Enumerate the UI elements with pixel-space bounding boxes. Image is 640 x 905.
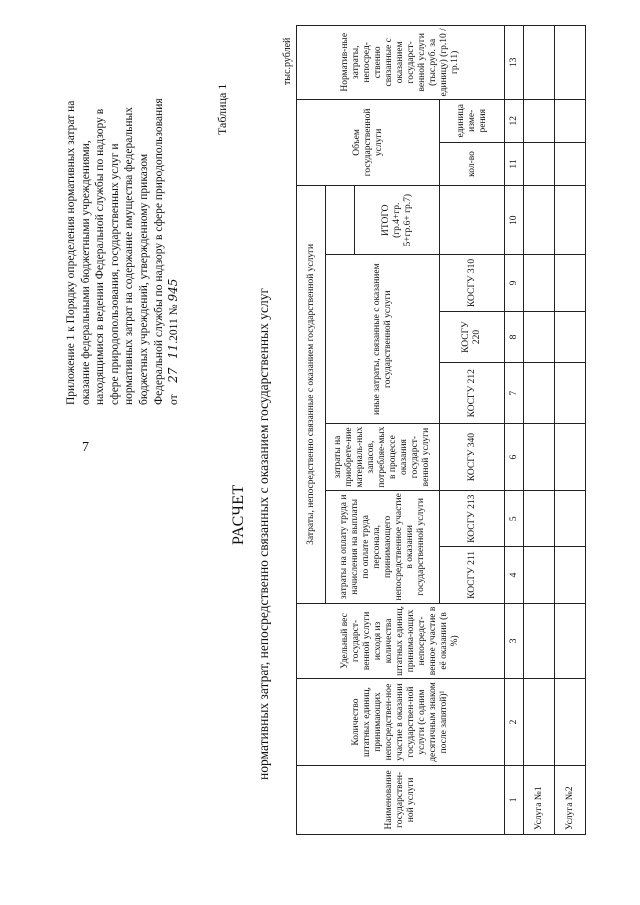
table-label: Таблица 1 xyxy=(215,83,229,135)
column-number: 12 xyxy=(505,99,524,142)
header-kosgu-213: КОСГУ 213 xyxy=(440,491,505,547)
header-row xyxy=(297,26,326,835)
header-costs-group: Затраты, непосредственно связанные с оказанием государственной услуги xyxy=(297,186,326,603)
table-cell xyxy=(524,603,555,679)
approval-block xyxy=(64,35,182,405)
service-name-cell: Услуга №2 xyxy=(555,765,586,834)
document-title: РАСЧЕТ xyxy=(230,484,247,545)
header-kosgu-211: КОСГУ 211 xyxy=(440,547,505,603)
header-service-name: Наименование государствен-ной услуги xyxy=(297,765,505,834)
approval-line: оказание федеральными бюджетными учреждениями, xyxy=(79,140,92,405)
table-cell xyxy=(555,603,586,679)
header-total: ИТОГО (гр.4+гр. 5+гр.6+ гр.7) xyxy=(355,186,440,255)
table-cell xyxy=(555,424,586,491)
header-volume-unit: единица изме-рения xyxy=(440,99,505,142)
table-cell xyxy=(524,26,555,100)
approval-date-line xyxy=(166,35,182,405)
table-cell xyxy=(555,679,586,766)
approval-line: Федеральной службы по надзору в сфере природопользования xyxy=(152,98,165,405)
approval-line: Приложение 1 к Порядку определения нормативных затрат на xyxy=(65,100,77,405)
column-number-row xyxy=(505,26,524,835)
table-cell xyxy=(524,255,555,311)
table-cell xyxy=(524,363,555,424)
header-total-spacer xyxy=(326,186,355,255)
rotated-page-content xyxy=(20,15,620,875)
table-cell xyxy=(524,547,555,603)
column-number: 11 xyxy=(505,142,524,185)
column-number: 1 xyxy=(505,765,524,834)
header-staff-count: Количество штатных единиц, принимающих непосредствен-ное участие в оказании государствен-ной услуги (с одним десятичным знаком после запятой)¹ xyxy=(297,679,505,766)
header-labor-costs: затраты на оплату труда и начисления на выплаты по оплате труда персонала, принимающего непосредственное участие в оказании государственной услуги xyxy=(326,491,440,603)
approval-line: бюджетных учреждений, утвержденному приказом xyxy=(137,153,150,405)
column-number: 3 xyxy=(505,603,524,679)
table-row xyxy=(555,26,586,835)
table-cell xyxy=(555,99,586,142)
header-normative: Норматив-ные затраты, непосред-ственно связанные с оказанием государст-венной услуги (тыс.руб. за единицу) (гр.10 / гр.11) xyxy=(297,26,505,100)
table-cell xyxy=(555,255,586,311)
column-number: 2 xyxy=(505,679,524,766)
column-number: 5 xyxy=(505,491,524,547)
table-cell xyxy=(524,142,555,185)
date-year: .2011 № xyxy=(168,304,181,344)
table-cell xyxy=(524,311,555,363)
header-kosgu-340: КОСГУ 340 xyxy=(440,424,505,491)
date-day-handwritten: 27 xyxy=(166,367,181,383)
column-number: 9 xyxy=(505,255,524,311)
table-cell xyxy=(524,491,555,547)
column-number: 6 xyxy=(505,424,524,491)
table-cell xyxy=(555,142,586,185)
table-cell xyxy=(555,491,586,547)
header-materials-costs: затраты на приобрете-ние материаль-ных запасов, потребляе-мых в процессе оказания государст-венной услуги xyxy=(326,424,440,491)
header-kosgu-220: КОСГУ 220 xyxy=(440,311,505,363)
header-total-bottom xyxy=(440,186,505,255)
page-number: 7 xyxy=(82,440,89,455)
approval-line: нормативных затрат на содержание имущества федеральных xyxy=(123,106,136,405)
table-cell xyxy=(555,311,586,363)
table-cell xyxy=(555,547,586,603)
approval-line: сфере природопользования, государственных услуг и xyxy=(108,143,121,405)
column-number: 7 xyxy=(505,363,524,424)
column-number: 8 xyxy=(505,311,524,363)
header-kosgu-212: КОСГУ 212 xyxy=(440,363,505,424)
approval-line: находящимися в ведении Федеральной службы по надзору в xyxy=(94,108,107,405)
table-cell xyxy=(524,679,555,766)
table-cell xyxy=(524,99,555,142)
header-share: Удельный вес государст-венной услуги исходя из количества штатных единиц, принима-ющих непосредст-венное участие в её оказании (в %) xyxy=(297,603,505,679)
header-volume: Объем государственной услуги xyxy=(297,99,440,186)
table-cell xyxy=(555,186,586,255)
table-cell xyxy=(524,424,555,491)
table-row xyxy=(524,26,555,835)
column-number: 4 xyxy=(505,547,524,603)
header-kosgu-310: КОСГУ 310 xyxy=(440,255,505,311)
header-other-costs: иные затраты, связанные с оказанием государственной услуги xyxy=(326,255,440,424)
column-number: 10 xyxy=(505,186,524,255)
service-name-cell: Услуга №1 xyxy=(524,765,555,834)
order-number-handwritten: 945 xyxy=(166,278,181,302)
cost-calculation-table xyxy=(296,25,586,835)
column-number: 13 xyxy=(505,26,524,100)
date-month-handwritten: 11 xyxy=(166,343,181,359)
unit-label: тыс.рублей xyxy=(282,37,293,85)
table-cell xyxy=(555,26,586,100)
date-prefix: от xyxy=(168,394,181,405)
table-cell xyxy=(555,363,586,424)
header-volume-count: кол-во xyxy=(440,142,505,185)
document-subtitle: нормативных затрат, непосредственно связанных с оказанием государственных услуг xyxy=(256,287,271,780)
table-cell xyxy=(524,186,555,255)
